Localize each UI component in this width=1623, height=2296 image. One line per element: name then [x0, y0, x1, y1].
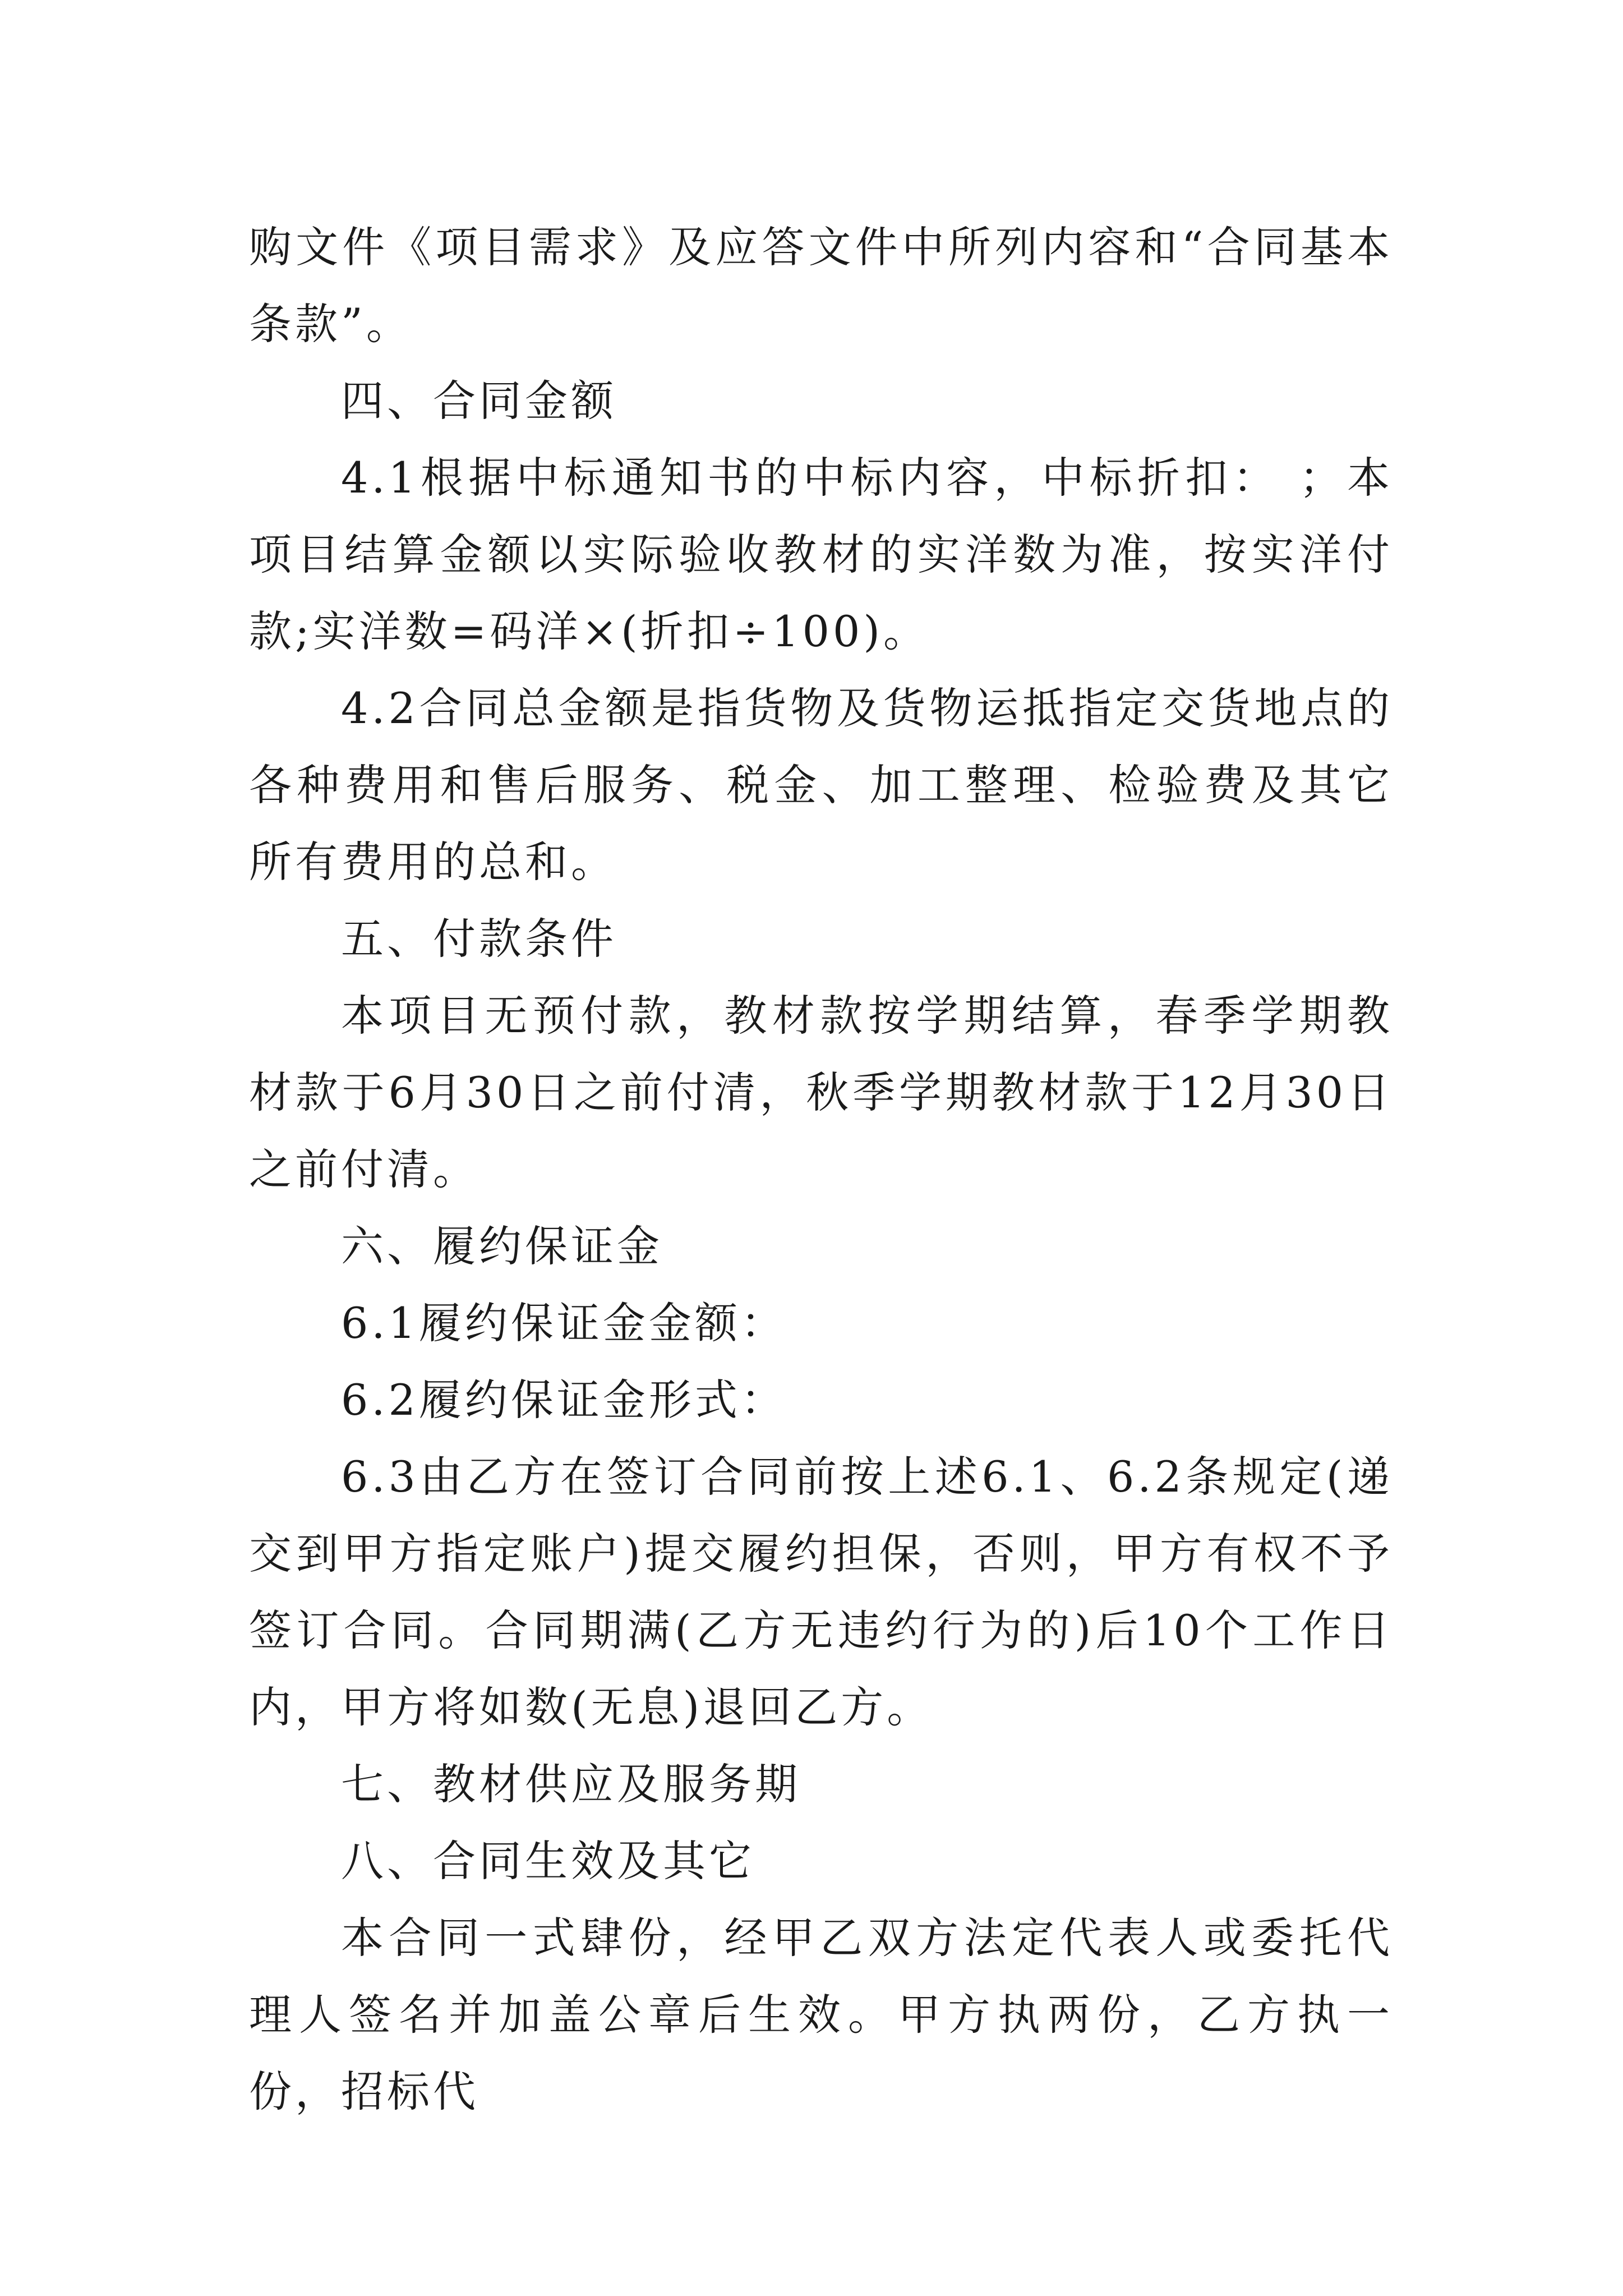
section-heading-supply-period: 七、教材供应及服务期: [341, 1759, 801, 1809]
paragraph-4-1: 4.1根据中标通知书的中标内容，中标折扣： ；本项目结算金额以实际验收教材的实洋数为准，按实洋付款;实洋数=码洋×(折扣÷100)。: [249, 453, 1393, 656]
paragraph-payment-terms: 本项目无预付款，教材款按学期结算，春季学期教材款于6月30日之前付清，秋季学期教材款于12月30日之前付清。: [249, 991, 1393, 1194]
paragraph-6-1: 6.1履约保证金金额：: [341, 1298, 787, 1348]
paragraph-6-2: 6.2履约保证金形式：: [341, 1375, 787, 1425]
section-heading-performance-bond: 六、履约保证金: [341, 1221, 663, 1271]
paragraph-continuation: 购文件《项目需求》及应答文件中所列内容和“合同基本条款”。: [249, 222, 1393, 349]
document-body: [249, 209, 1393, 2130]
section-heading-effectiveness: 八、合同生效及其它: [341, 1836, 755, 1886]
section-heading-contract-amount: 四、合同金额: [341, 376, 617, 426]
paragraph-6-3: 6.3由乙方在签订合同前按上述6.1、6.2条规定(递交到甲方指定账户)提交履约担保，否则，甲方有权不予签订合同。合同期满(乙方无违约行为的)后10个工作日内，甲方将如数(无息)退回乙方。: [249, 1452, 1393, 1732]
section-heading-payment-terms: 五、付款条件: [341, 914, 617, 964]
paragraph-4-2: 4.2合同总金额是指货物及货物运抵指定交货地点的各种费用和售后服务、税金、加工整理、检验费及其它所有费用的总和。: [249, 683, 1393, 887]
paragraph-effectiveness: 本合同一式肆份，经甲乙双方法定代表人或委托代理人签名并加盖公章后生效。甲方执两份，乙方执一份，招标代: [249, 1913, 1393, 2116]
